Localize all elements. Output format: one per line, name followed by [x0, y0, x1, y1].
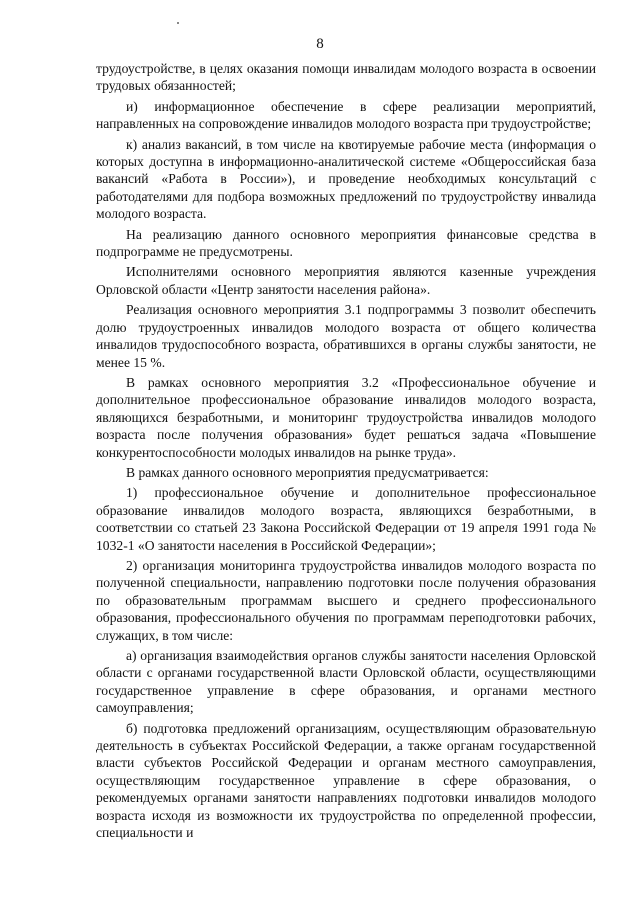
paragraph: б) подготовка предложений организациям, осуществляющим образовательную деятельность в субъектах Российской Федерации, а также органам государственной власти субъектов Российской Федерации и органам местного самоуправления, осуществляющим государственное управление в сфере образования, о рекомендуемых органами занятости направлениях подготовки инвалидов молодого возраста исходя из возможности их трудоустройства по определенной профессии, специальности и [96, 720, 596, 841]
paragraph: На реализацию данного основного мероприятия финансовые средства в подпрограмме не предусмотрены. [96, 226, 596, 260]
paragraph: Реализация основного мероприятия 3.1 подпрограммы 3 позволит обеспечить долю трудоустроенных инвалидов молодого возраста от общего количества инвалидов трудоспособного возраста, обратившихся в органы службы занятости, не менее 15 %. [96, 302, 596, 370]
paragraph: 2) организация мониторинга трудоустройства инвалидов молодого возраста по полученной специальности, направлению подготовки после получения образования по образовательным программам высшего и среднего профессионального образования, профессионального обучения по программам переподготовки рабочих, служащих, в том числе: [96, 557, 596, 643]
paragraph: к) анализ вакансий, в том числе на квотируемые рабочие места (информация о которых доступна в информационно-аналитической системе «Общероссийская база вакансий «Работа в России»), и проведение необходимых консультаций с работодателями для подбора возможных предложений по трудоустройству инвалида молодого возраста. [96, 136, 596, 222]
document-body [96, 60, 596, 841]
paragraph: В рамках основного мероприятия 3.2 «Профессиональное обучение и дополнительное профессиональное образование инвалидов молодого возраста, являющихся безработными, и мониторинг трудоустройства инвалидов молодого возраста после получения образования» будет решаться задача «Повышение конкурентоспособности молодых инвалидов на рынке труда». [96, 374, 596, 460]
page-number: 8 [316, 36, 324, 52]
paragraph: трудоустройстве, в целях оказания помощи инвалидам молодого возраста в освоении трудовых обязанностей; [96, 61, 596, 94]
paragraph: и) информационное обеспечение в сфере реализации мероприятий, направленных на сопровождение инвалидов молодого возраста при трудоустройстве; [96, 98, 596, 132]
paragraph: В рамках данного основного мероприятия предусматривается: [126, 464, 489, 480]
scan-speck [177, 22, 179, 24]
paragraph: а) организация взаимодействия органов службы занятости населения Орловской области с органами государственной власти Орловской области, осуществляющими государственное управление в сфере образования, и органами местного самоуправления; [96, 648, 596, 716]
paragraph: 1) профессиональное обучение и дополнительное профессиональное образование инвалидов молодого возраста, являющихся безработными, в соответствии со статьей 23 Закона Российской Федерации от 19 апреля 1991 года № 1032-1 «О занятости населения в Российской Федерации»; [96, 485, 596, 553]
paragraph: Исполнителями основного мероприятия являются казенные учреждения Орловской области «Центр занятости населения района». [96, 264, 596, 297]
